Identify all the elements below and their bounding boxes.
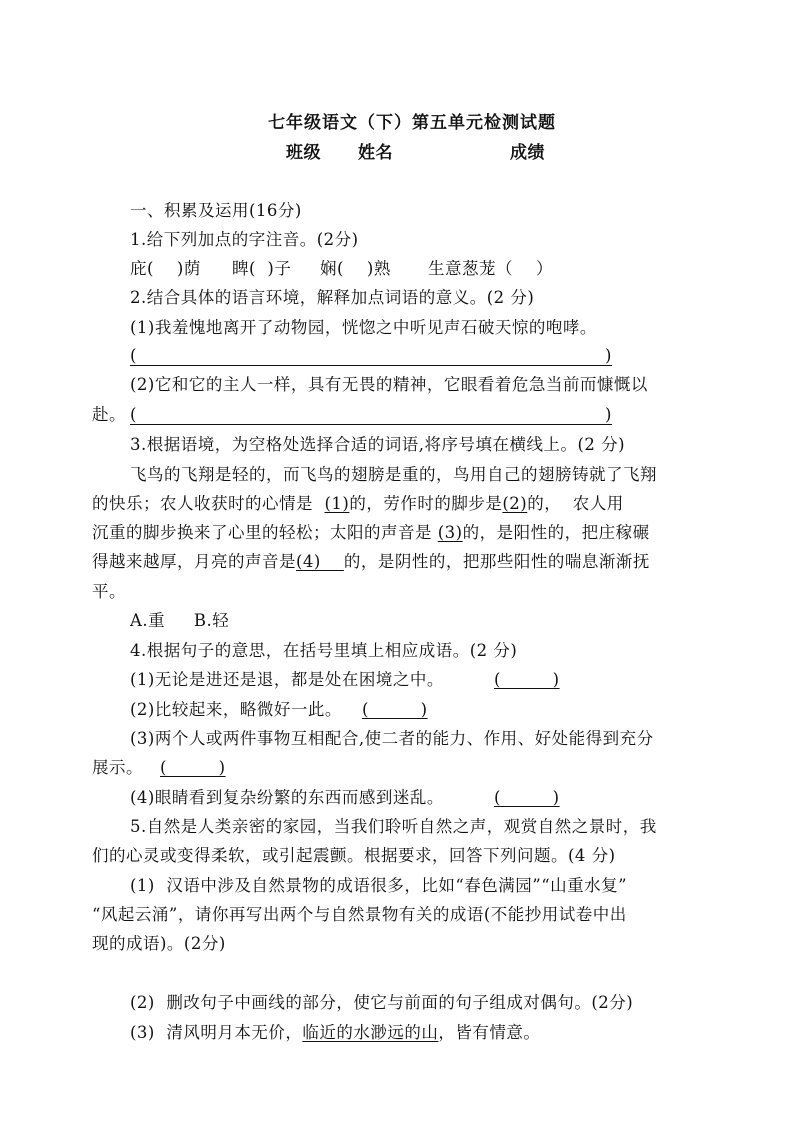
q3-text: 的，是阴性的，把那些阳性的喘息渐渐抚 (343, 552, 650, 571)
q1-item-3: 娴( )熟 (320, 259, 391, 278)
q4-item-2: (2)比较起来，略微好一此。 (130, 700, 342, 719)
q3-blank-3[interactable]: (3) (437, 523, 463, 542)
q2-sentence-2a: (2)它和它的主人一样，具有无畏的精神，它眼看着危急当前而慷慨以 (130, 375, 648, 394)
q3-text: 的，劳作时的脚步是 (349, 494, 503, 513)
q2-sentence-2b: 赴。 (92, 405, 126, 424)
q3-options: A.重 B.轻 (130, 611, 230, 630)
q3-paragraph-line-5: 平。 (92, 582, 126, 601)
q5-sub-3-underlined: 临近的水渺远的山 (302, 1023, 439, 1042)
q4-item-1: (1)无论是进还是退，都是处在困境之中。 (130, 670, 444, 689)
q1-item-4: 生意葱茏（ ） (428, 259, 553, 278)
q2-sentence-1: (1)我羞愧地离开了动物园，恍惚之中听见声石破天惊的咆哮。 (130, 318, 597, 337)
q3-text: 的，是阳性的，把庄稼碾 (462, 523, 650, 542)
header-name-label: 姓名 (358, 143, 393, 163)
q4-item-3a: (3)两个人或两件事物互相配合,使二者的能力、作用、好处能得到充分 (130, 729, 654, 748)
q5-sub-3 (130, 1022, 540, 1044)
q3-paragraph-line-3 (92, 522, 650, 544)
header-class-label: 班级 (286, 143, 321, 163)
q2-stem: 2.结合具体的语言环境，解释加点词语的意义。(2 分) (130, 288, 535, 307)
q4-item-3b: 展示。 (92, 758, 143, 777)
q2-answer-1-open: ( (130, 346, 137, 365)
page-title: 七年级语文（下）第五单元检测试题 (268, 113, 556, 133)
q3-text: 沉重的脚步换来了心里的轻松；太阳的声音是 (92, 523, 438, 542)
q4-answer-3[interactable]: ( ) (160, 758, 226, 777)
q5-stem-line-2: 们的心灵或变得柔软，或引起震颤。根据要求，回答下列问题。(4 分) (92, 846, 616, 865)
section-1-heading: 一、积累及运用(16分) (130, 201, 302, 220)
q5-sub-1-line-1: (1) 汉语中涉及自然景物的成语很多，比如“春色满园”“山重水复” (130, 876, 628, 895)
q1-stem: 1.给下列加点的字注音。(2分) (130, 230, 359, 249)
q3-paragraph-line-4 (92, 551, 650, 573)
q3-paragraph-line-2 (92, 493, 624, 515)
q1-item-2: 睥( )子 (232, 259, 292, 278)
header-score-label: 成绩 (510, 143, 545, 163)
q3-text: 得越来越厚，月亮的声音是 (92, 552, 296, 571)
q4-item-4: (4)眼睛看到复杂纷繁的东西而感到迷乱。 (130, 788, 444, 807)
q2-answer-2-close: ) (605, 405, 612, 424)
q3-paragraph-line-1: 飞鸟的飞翔是轻的，而飞鸟的翅膀是重的，鸟用自己的翅膀铸就了飞翔 (130, 465, 657, 484)
q5-sub-1-line-2: “风起云涌”，请你再写出两个与自然景物有关的成语(不能抄用试卷中出 (92, 905, 627, 924)
q3-blank-4[interactable]: (4) (296, 552, 344, 571)
q2-answer-1-line[interactable] (130, 365, 612, 366)
q4-answer-2[interactable]: ( ) (362, 700, 428, 719)
q5-sub-3-text-end: ，皆有情意。 (438, 1023, 541, 1042)
q1-item-1: 庇( )荫 (130, 259, 201, 278)
q5-sub-2: (2) 删改句子中画线的部分，使它与前面的句子组成对偶句。(2分) (130, 993, 634, 1012)
q3-stem: 3.根据语境，为空格处选择合适的词语,将序号填在横线上。(2 分) (130, 435, 626, 454)
q4-answer-1[interactable]: ( ) (494, 670, 560, 689)
q3-text: 的快乐；农人收获时的心情是 (92, 494, 325, 513)
q5-sub-1-line-3: 现的成语)。(2分) (92, 934, 226, 953)
q5-sub-3-text: (3) 清风明月本无价， (130, 1023, 303, 1042)
q5-stem-line-1: 5.自然是人类亲密的家园，当我们聆听自然之声，观赏自然之景时，我 (130, 817, 657, 836)
q3-blank-1[interactable]: (1) (324, 494, 350, 513)
q3-text: 的， 农人用 (527, 494, 624, 513)
q3-blank-2[interactable]: (2) (502, 494, 528, 513)
q2-answer-2-open: ( (130, 405, 137, 424)
q2-answer-1-close: ) (605, 346, 612, 365)
q2-answer-2-line[interactable] (130, 424, 612, 425)
q4-answer-4[interactable]: ( ) (494, 788, 560, 807)
q4-stem: 4.根据句子的意思，在括号里填上相应成语。(2 分) (130, 641, 518, 660)
